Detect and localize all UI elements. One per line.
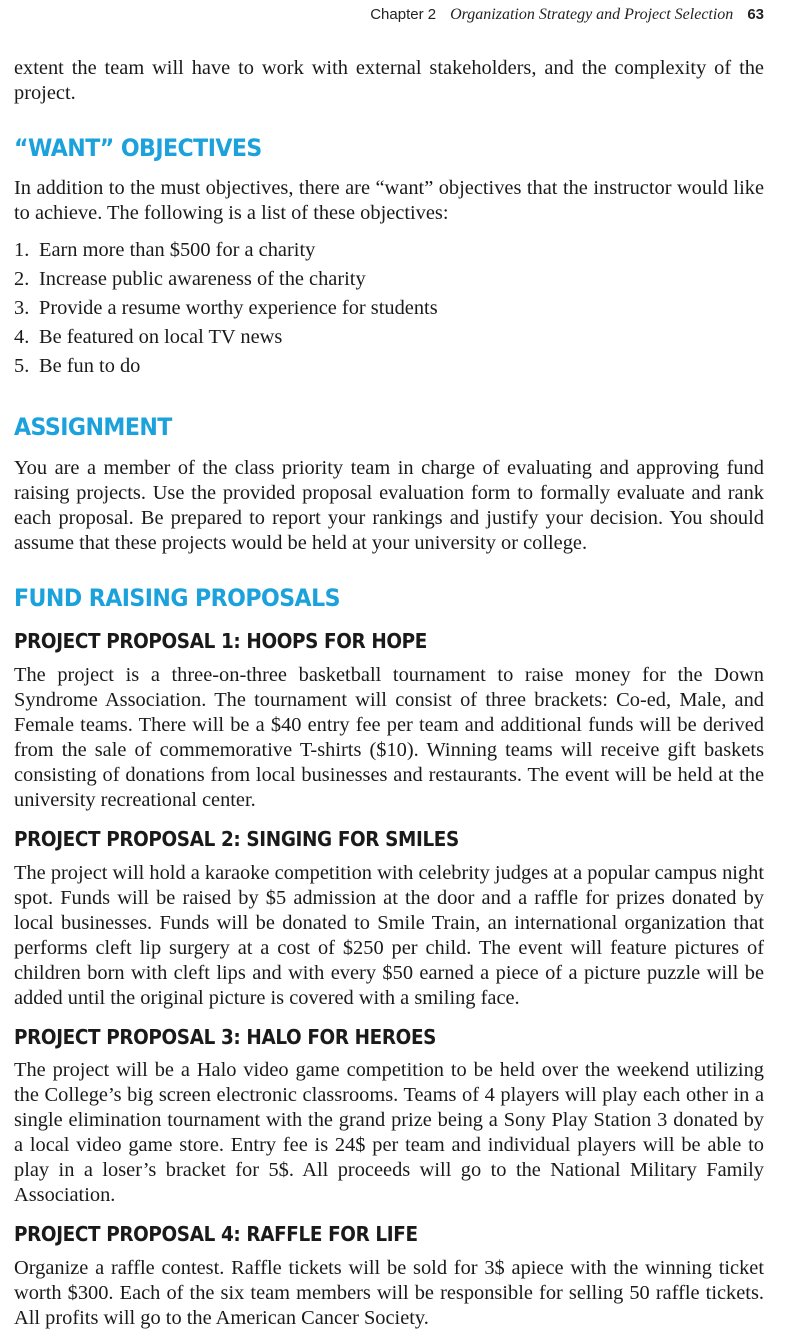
proposal-3-text: The project will be a Halo video game competition to be held over the weekend utilizing the College’s big screen electronic classrooms. Teams of 4 players will play each other in a single elimination tournament with the grand prize being a Sony Play Station 3 donated by a local video game store. Entry fee is 24$ per team and individual players will be able to play in a loser’s bracket for 5$. All proceeds will go to the National Military Family Association. (14, 1059, 764, 1206)
proposal-2-title: PROJECT PROPOSAL 2: SINGING FOR SMILES (14, 827, 459, 851)
page-number: 63 (747, 6, 764, 23)
assignment-paragraph: You are a member of the class priority team in charge of evaluating and approving fund raising projects. Use the provided proposal evaluation form to formally evaluate and rank each proposal. Be prepared to report your rankings and justify your decision. You should assume that these projects would be held at your university or college. (14, 457, 764, 554)
list-item: 1. Earn more than $500 for a charity (14, 239, 316, 261)
proposal-4-title: PROJECT PROPOSAL 4: RAFFLE FOR LIFE (14, 1222, 418, 1246)
want-objectives-paragraph: In addition to the must objectives, there are “want” objectives that the instructor would like to achieve. The following is a list of these objectives: (14, 177, 764, 224)
intro-paragraph: extent the team will have to work with external stakeholders, and the complexity of the project. (14, 57, 764, 104)
chapter-title: Organization Strategy and Project Selection (450, 6, 734, 23)
proposal-1-title: PROJECT PROPOSAL 1: HOOPS FOR HOPE (14, 629, 427, 653)
assignment-heading: ASSIGNMENT (14, 413, 172, 441)
list-item: 3. Provide a resume worthy experience for students (14, 297, 438, 319)
chapter-label: Chapter 2 (370, 6, 437, 23)
list-item: 4. Be featured on local TV news (14, 326, 283, 348)
list-item: 5. Be fun to do (14, 355, 141, 377)
want-objectives-heading: “WANT” OBJECTIVES (14, 134, 262, 162)
want-objectives-list (14, 236, 764, 381)
proposal-3-title: PROJECT PROPOSAL 3: HALO FOR HEROES (14, 1025, 437, 1049)
list-item: 2. Increase public awareness of the charity (14, 268, 366, 290)
proposal-4-text: Organize a raffle contest. Raffle tickets will be sold for 3$ apiece with the winning ticket worth $300. Each of the six team members will be responsible for selling 50 raffle tickets. All profits will go to the American Cancer Society. (14, 1257, 764, 1329)
proposal-1-text: The project is a three-on-three basketball tournament to raise money for the Down Syndrome Association. The tournament will consist of three brackets: Co-ed, Male, and Female teams. There will be a $40 entry fee per team and additional funds will be derived from the sale of commemorative T-shirts ($10). Winning teams will receive gift baskets consisting of donations from local businesses and restaurants. The event will be held at the university recreational center. (14, 664, 764, 811)
running-header (370, 6, 764, 24)
proposal-2-text: The project will hold a karaoke competition with celebrity judges at a popular campus night spot. Funds will be raised by $5 admission at the door and a raffle for prizes donated by local businesses. Funds will be donated to Smile Train, an international organization that performs cleft lip surgery at a cost of $250 per child. The event will feature pictures of children born with cleft lips and with every $50 earned a piece of a picture puzzle will be added until the original picture is covered with a smiling face. (14, 862, 764, 1009)
fund-raising-proposals-heading: FUND RAISING PROPOSALS (14, 584, 340, 612)
